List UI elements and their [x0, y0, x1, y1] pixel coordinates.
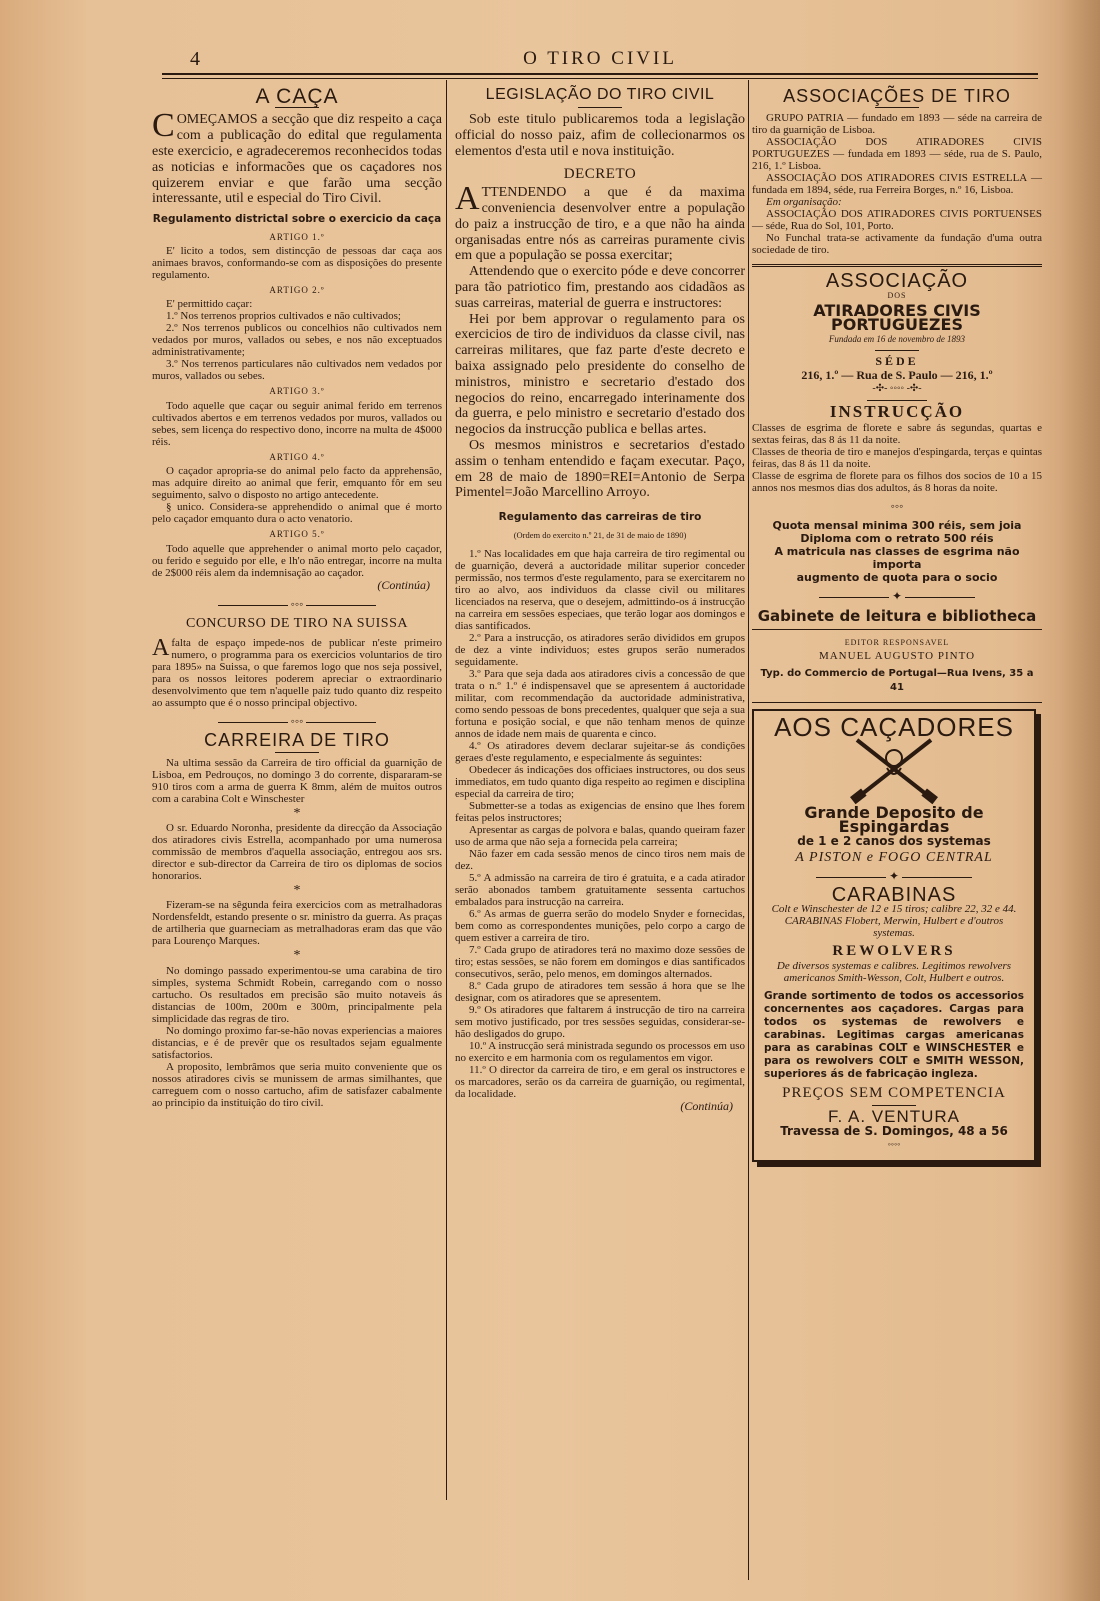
caca-intro: [152, 107, 442, 207]
carreira-paragraph: No domingo proximo far-se-hão novas experiencias a maiores distancias, e é de prevêr que os resultados sejam egualmente satisfactorios.: [152, 1024, 442, 1061]
ad-sortimento: Grande sortimento de todos os accessorios concernentes aos caçadores. Cargas para todos os systemas de rewolvers e carabinas. Legitimas cargas americanas para as carabinas COLT e WINSCHESTER e para os rewolvers COLT e SMITH WESSON, superiores ás de fabricação ingleza.: [764, 990, 1024, 1081]
decreto-paragraph: TTENDENDO a que é da maxima conveniencia desenvolver entre a população do paiz a instrucção de tiro, e a que não ha ainda organisadas entre nós as carreiras puramente civis em que a população se possa exercitar;: [455, 185, 745, 264]
legislacao-title: LEGISLAÇÃO DO TIRO CIVIL: [485, 86, 715, 103]
section-rule: [752, 629, 1042, 630]
article-heading: ARTIGO 5.º: [269, 529, 325, 540]
instrucao-entry: Classes de theoria de tiro e manejos d'espingarda, terças e quintas feiras, das 8 ás 11 da noite.: [752, 446, 1042, 471]
carreira-title: CARREIRA DE TIRO: [204, 730, 390, 751]
suissa-article: [152, 634, 442, 709]
article-heading: ARTIGO 2.º: [269, 285, 325, 295]
asterism: *: [293, 948, 301, 964]
title-underline: [578, 107, 622, 108]
regulamento-item: 10.º A instrucção será ministrada segundo os processos em uso no exercito e em harmonia com os regulamentos em vigor.: [455, 1039, 745, 1064]
asterism: *: [293, 883, 301, 899]
column-middle: [455, 84, 745, 1113]
decreto-paragraph: Attendendo que o exercito póde e deve concorrer para tão patriotico fim, prestando aos cidadãos as suas carreiras, material de guerra e instructores:: [455, 264, 745, 311]
gabinete-heading: Gabinete de leitura e bibliotheca: [757, 606, 1037, 625]
ornament-divider: ✦: [752, 590, 1042, 603]
section-rule: [752, 702, 1042, 703]
ad-precos: PREÇOS SEM COMPETENCIA: [782, 1085, 1006, 1102]
drop-cap: A: [152, 634, 170, 661]
instrucao-title: INSTRUCÇÃO: [829, 401, 965, 421]
drop-cap: A: [455, 180, 480, 218]
typography-credit: Typ. do Commercio de Portugal—Rua Ivens, 35 a 41: [760, 668, 1034, 693]
carreira-paragraph: Fizeram-se na sêgunda feira exercicios com as metralhadoras Nordensfeldt, estando presente o sr. ministro da guerra. As praças de artilheria que guarneciam as metralhadoras eram das que vão para Lourenço Marques.: [152, 899, 442, 948]
instrucao-list: [752, 422, 1042, 494]
quota-line: Diploma com o retrato 500 réis: [800, 532, 994, 546]
acp-name: ATIRADORES CIVIS PORTUGUEZES: [813, 301, 981, 334]
regulamento-item: Apresentar as cargas de polvora e balas, quando queiram fazer uso de arma que não seja a fornecida pela carreira;: [455, 823, 745, 848]
title-underline: [875, 107, 919, 108]
advertisement-box: [752, 709, 1036, 1162]
organisation-label: Em organisação:: [766, 196, 842, 209]
title-underline: [275, 752, 319, 753]
sede-label: SÉDE: [875, 354, 919, 369]
ad-merchant-address: Travessa de S. Domingos, 48 a 56: [780, 1123, 1008, 1138]
ornament-divider: ◦◦◦: [152, 598, 442, 611]
regulamento-item: 6.º As armas de guerra serão do modelo Snyder e fornecidas, bem como as correspondentes munições, pelo corpo a cargo de quem estiver a carreira de tiro.: [455, 907, 745, 944]
masthead-title: O TIRO CIVIL: [523, 48, 677, 69]
decreto-body: [455, 180, 745, 501]
section-rule: [752, 264, 1042, 267]
regulamento-subheading: (Ordem do exercito n.º 21, de 31 de maio de 1890): [513, 529, 687, 540]
header-rule: [162, 73, 1038, 79]
caca-intro-text: OMEÇAMOS a secção que diz respeito a caça com a publicação do edital que regulamenta este exercicio, e agradeceremos reconhecidos todas as noticias e informacões que os caçadores nos quizerem enviar e que farão uma secção interessante, util e especial do Tiro Civil.: [152, 112, 442, 207]
decreto-paragraph: Hei por bem approvar o regulamento para os exercicios de tiro de individuos da classe civil, nas carreiras militares, que faz parte d'este decreto e baixa assignado pelo presidente do conselho de ministros, ministro e secretario d'estado dos negocios do reino, encarregado interinamente dos da guerra, e pelo ministro e secretario d'estado dos negocios da instrucção publica e bellas artes.: [455, 311, 745, 438]
suissa-text: falta de espaço impede-nos de publicar n'este primeiro numero, o programma para os exercicios voluntarios de tiro para 1895» na Suissa, o que faremos logo que nos seja possivel, para os nossos leitores poderem apreciar o extraordinario desenvolvimento que tem n'aquelle paiz tudo quanto diz respeito ao assumpto que é o nosso principal objectivo.: [152, 636, 442, 709]
associacao-entry: ASSOCIAÇÃO DOS ATIRADORES CIVIS PORTUENSES — séde, Rua do Sol, 101, Porto.: [752, 208, 1042, 233]
legislacao-intro: [455, 112, 745, 159]
caca-articles: [152, 231, 442, 592]
continua-label: (Continúa): [377, 577, 430, 592]
asterism: *: [293, 805, 301, 821]
regulamento-item: 4.º Os atiradores devem declarar sujeitar-se ás condições geraes d'este regulamento, e especialmente ás seguintes:: [455, 739, 745, 764]
regulamento-item: 9.º Os atiradores que faltarem á instrucção de tiro na carreira sem motivo justificado, por tres sessões seguidas, considerar-se-hão desligados do grupo.: [455, 1003, 745, 1040]
article-item: 1.º Nos terrenos proprios cultivados e não cultivados;: [166, 310, 401, 323]
instrucao-entry: Classe de esgrima de florete para os filhos dos socios de 10 a 15 annos nos mesmos dias dos adultos, ás 8 horas da noite.: [752, 470, 1042, 495]
regulamento-item: 1.º Nas localidades em que haja carreira de tiro regimental ou de guarnição, deverá a auctoridade militar superior conceder permissão, nos termos d'este regulamento, para se exercitarem no tiro ao alvo, aos individuos da classe civil ou militares licenciados na reserva, que o desejem, admittindo-os á instrucção na carreira em sessões especiaes, que terão logar aos domingos e dias santificados.: [455, 547, 745, 632]
associacao-entry: ASSOCIAÇÃO DOS ATIRADORES CIVIS PORTUGUEZES — fundada em 1893 — séde, rua de S. Paulo, 216, 1.º Lisboa.: [752, 136, 1042, 173]
crossed-rifles-icon: [764, 734, 1024, 806]
carreira-paragraph: No domingo passado experimentou-se uma carabina de tiro simples, systema Schmidt Robein, carregando com o nosso cartucho. Os resultados em precisão são muito notaveis ás distancias de 100m, 200m e 300m, principalmente pela simplicidade das regras de tiro.: [152, 964, 442, 1025]
column-left: [152, 84, 442, 1109]
article-text: O caçador apropria-se do animal pelo facto da apprehensão, mas adquire direito ao animal que ferir, emquanto fôr em seu seguimento, salvo o disposto no artigo antecedente.: [152, 465, 442, 502]
decreto-title: DECRETO: [563, 165, 637, 182]
title-underline: [875, 350, 919, 351]
editor-label: EDITOR RESPONSAVEL: [844, 638, 950, 648]
article-item: 3.º Nos terrenos particulares não cultivados nem vedados por muros, vallados ou sebes.: [152, 358, 442, 383]
associacoes-title: ASSOCIAÇÕES DE TIRO: [783, 86, 1011, 106]
caca-regulation-heading: Regulamento districtal sobre o exercicio da caça: [152, 213, 442, 226]
regulamento-item: 11.º O director da carreira de tiro, e em geral os instructores e os marcadores, serão os da carreira de guarnição, ou regimental, da localidade.: [455, 1063, 745, 1100]
acp-founded: Fundada em 16 de novembro de 1893: [828, 334, 966, 345]
continua-label: (Continúa): [680, 1098, 733, 1113]
suissa-title: CONCURSO DE TIRO NA SUISSA: [185, 616, 408, 632]
acp-title: ASSOCIAÇÃO: [825, 270, 969, 293]
title-underline: [867, 400, 927, 401]
carreira-paragraph: Na ultima sessão da Carreira de tiro official da guarnição de Lisboa, em Pedrouços, no domingo 3 do corrente, dispararam-se 910 tiros com a arma de guerra K 8mm, além de muitos outros com a carabina Colt e Winschester: [152, 756, 442, 805]
page-edge-shadow: [1060, 0, 1100, 1601]
regulamento-item: Submetter-se a todas as exigencias de ensino que lhes forem feitas pelos instructores;: [455, 799, 745, 824]
drop-cap: C: [152, 107, 175, 145]
column-right: [752, 84, 1042, 1162]
quota-line: A matricula nas classes de esgrima não importa: [774, 545, 1020, 572]
article-text: Todo aquelle que apprehender o animal morto pelo caçador, ou ferido e seguido por elle, e lh'o não entregar, incorre na multa de 2$000 réis alem da indemnisação ao caçador.: [152, 542, 442, 579]
carreira-article: [152, 757, 442, 1109]
regulamento-item: Obedecer ás indicações dos officiaes instructores, ou dos seus immediatos, em tudo quanto diga respeito ao regimen e disciplina especial da carreira de tiro;: [455, 763, 745, 800]
acp-dos: DOS: [887, 290, 907, 300]
ornament-divider: ✦: [764, 870, 1024, 883]
quota-line: Quota mensal minima 300 réis, sem joia: [772, 519, 1022, 533]
instrucao-entry: Classes de esgrima de florete e sabre ás segundas, quartas e sextas feiras, das 8 ás 11 da noite.: [752, 422, 1042, 447]
editor-name: MANUEL AUGUSTO PINTO: [818, 649, 976, 662]
ad-rewolvers-text: De diversos systemas e calibres. Legitimos rewolvers americanos Smith-Wesson, Colt, Hulbert e outros.: [776, 960, 1012, 985]
ad-carabinas-text: Colt e Winschester de 12 e 15 tiros; calibre 22, 32 e 44. CARABINAS Flobert, Merwin, Hulbert e d'outros systemas.: [771, 902, 1017, 939]
caca-title: A CAÇA: [255, 85, 339, 108]
associacoes-list: [752, 112, 1042, 256]
ornament-divider: ◦◦◦: [890, 499, 904, 514]
ad-piston: A PISTON e FOGO CENTRAL: [795, 849, 993, 865]
article-heading: ARTIGO 1.º: [269, 231, 325, 242]
quota-line: augmento de quota para o socio: [796, 571, 998, 585]
article-heading: ARTIGO 4.º: [269, 451, 325, 462]
associacao-entry: GRUPO PATRIA — fundado em 1893 — séde na carreira de tiro da guarnição de Lisboa.: [752, 112, 1042, 137]
regulamento-items: [455, 548, 745, 1100]
sede-address: 216, 1.º — Rua de S. Paulo — 216, 1.º: [801, 367, 993, 382]
carreira-paragraph: O sr. Eduardo Noronha, presidente da direcção da Associação dos atiradores civis Estrella, acompanhado por uma numerosa commissão de membros d'aquella associação, entregou aos srs. director e sub-director da Carreira de tiro os diplomas de socios honorarios.: [152, 822, 442, 883]
article-text: Todo aquelle que caçar ou seguir animal ferido em terrenos cultivados abertos e em terrenos vedados por muros, vallados ou sebes, sem licença do respectivo dono, incorre na multa de 4$000 réis.: [152, 399, 442, 448]
title-underline: [872, 1105, 916, 1106]
legislacao-intro-text: Sob este titulo publicaremos toda a legislação official do nosso paiz, afim de collecionarmos os elementos d'esta util e nova instituição.: [455, 112, 745, 159]
regulamento-item: 5.º A admissão na carreira de tiro é gratuita, e a cada atirador serão abonados tambem gratuitamente sessenta cartuchos embalados para instrucção na carreira.: [455, 871, 745, 908]
article-heading: ARTIGO 3.º: [269, 386, 325, 397]
ad-rewolvers-title: REWOLVERS: [832, 942, 956, 959]
regulamento-heading: Regulamento das carreiras de tiro: [498, 511, 702, 524]
regulamento-item: 2.º Para a instrucção, os atiradores serão divididos em grupos de dez a vinte individuos; estes grupos serão numerados seguidamente.: [455, 631, 745, 668]
associacao-entry: No Funchal trata-se activamente da fundação d'uma outra sociedade de tiro.: [752, 232, 1042, 257]
ornament-icon: ◦◦◦◦: [887, 1139, 901, 1150]
article-item: 2.º Nos terrenos publicos ou concelhios não cultivados nem vedados por muros, vallados ou sebes, e nos não exceptuados administrativamente;: [152, 322, 442, 359]
ad-merchant-name: F. A. VENTURA: [827, 1106, 961, 1126]
ad-carabinas-title: CARABINAS: [831, 884, 957, 907]
ad-canos: de 1 e 2 canos dos systemas: [797, 834, 991, 849]
ad-deposito: Grande Deposito de Espingardas: [804, 803, 984, 836]
article-paragraph-unico: § unico. Considera-se apprehendido o animal que é morto pelo caçador emquanto dura o acto venatorio.: [152, 501, 442, 526]
regulamento-item: 8.º Cada grupo de atiradores tem sessão á hora que se lhe designar, com os atiradores que se apresentem.: [455, 979, 745, 1004]
carreira-paragraph: A proposito, lembrâmos que seria muito conveniente que os nossos atiradores civis se munissem de armas similhantes, que carreguem com o nosso cartucho, afim de satisfazer cabalmente ao principio da instituição do tiro civil.: [152, 1060, 442, 1109]
ad-title: AOS CAÇADORES: [774, 711, 1014, 742]
column-divider-2: [748, 80, 749, 1580]
ornament-icon: -✣- ◦◦◦◦ -✣-: [872, 383, 922, 395]
decreto-paragraph: Os mesmos ministros e secretarios d'estado assim o tenham entendido e façam executar. Paço, em 28 de maio de 1890=REI=Antonio de Serpa Pimentel=João Marcellino Arroyo.: [455, 437, 745, 501]
article-text: E' licito a todos, sem distincção de pessoas dar caça aos animaes bravos, conformando-se com as disposições do presente regulamento.: [152, 245, 442, 281]
regulamento-item: Não fazer em cada sessão menos de cinco tiros nem mais de dez.: [455, 847, 745, 872]
associacao-entry: ASSOCIAÇÃO DOS ATIRADORES CIVIS ESTRELLA — fundada em 1894, séde, rua Ferreira Borges, n.º 16, Lisboa.: [752, 172, 1042, 197]
regulamento-item: 7.º Cada grupo de atiradores terá no maximo doze sessões de tiro; estas sessões, se não forem em domingos e dias santificados consecutivos, serão, pelo menos, em domingos alternados.: [455, 943, 745, 980]
article-text: E' permittido caçar:: [166, 298, 253, 311]
ornament-divider: ◦◦◦: [152, 715, 442, 728]
page-number: 4: [190, 48, 200, 70]
page-header: [160, 48, 1040, 74]
regulamento-item: 3.º Para que seja dada aos atiradores civis a concessão de que trata o n.º 1.º é indispensavel que se apresentem á auctoridade militar, com recommendação da auctoridade administrativa, como sendo pessoas de bons precedentes, qualquer que seja a sua fortuna e posição social, e que não tenham menos de quinze annos de idade nem mais de quarenta e cinco.: [455, 667, 745, 740]
column-divider-1: [446, 80, 447, 1500]
